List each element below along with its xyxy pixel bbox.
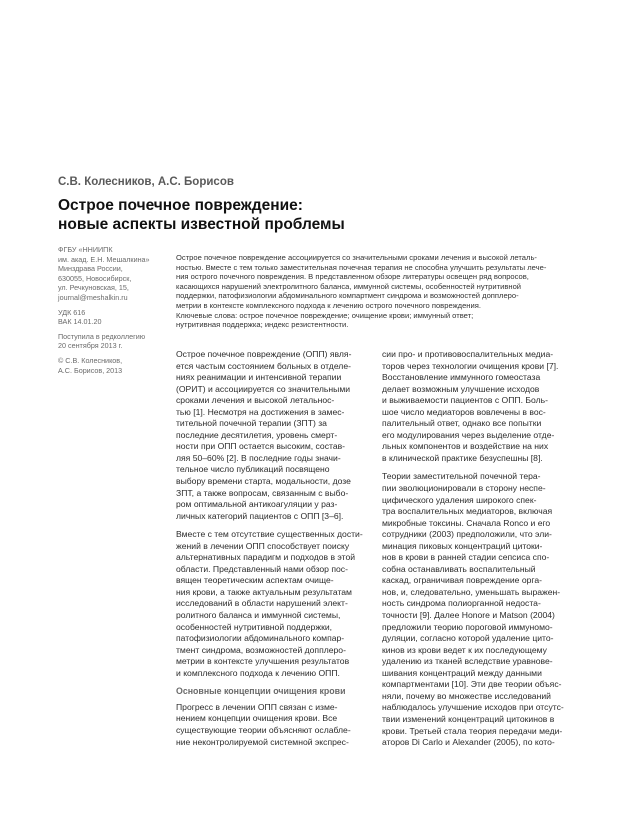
text-line: УДК 616 <box>58 307 86 317</box>
text-line: нутритивная поддержка; индекс резистентности. <box>176 320 349 330</box>
text-line: ния крови, а также актуальным результатам <box>176 586 352 597</box>
text-line: новые аспекты известной проблемы <box>58 216 345 233</box>
text-line: его модулирования через выделение отде- <box>382 429 555 440</box>
text-line: минация пиковых концентраций цитоки- <box>382 540 543 551</box>
text-line: собна останавливать воспалительный <box>382 563 536 574</box>
text-line: области. Представленный нами обзор пос- <box>176 563 348 574</box>
text-line: Острое почечное повреждение: <box>58 197 303 214</box>
text-line: метрии в контексте улучшения результатов <box>176 656 350 667</box>
text-line: особенностей нутритивной поддержки, <box>176 621 333 632</box>
text-line: нением концепции очищения крови. Все <box>176 713 338 724</box>
text-line: ности при ОПП остается высоким, состав- <box>176 441 346 452</box>
text-line: Восстановление иммунного гомеостаза <box>382 372 541 383</box>
text-line: исследований в области нарушений элект- <box>176 598 348 609</box>
text-line: крови. Третьей стала теория передачи меди- <box>382 725 563 736</box>
text-line: Острое почечное повреждение ассоциируется со значительными сроками лечения и высокой леталь- <box>176 253 537 262</box>
text-line: ется частым состоянием больных в отделе- <box>176 360 351 371</box>
text-line: поддержки, патофизиологии абдоминального компартмент синдрома и возможностей допплеро- <box>176 291 519 301</box>
text-line: сроками лечения и высокой летальнос- <box>176 395 335 406</box>
affiliation <box>58 245 170 303</box>
text-line: Ключевые слова: острое почечное повреждение; очищение крови; иммунный ответ; <box>176 310 474 320</box>
text-line: им. акад. Е.Н. Мешалкина» <box>58 254 150 264</box>
text-line: journal@meshalkin.ru <box>58 292 128 302</box>
section-heading: Основные концепции очищения крови <box>176 686 346 697</box>
text-line: ром оптимальной антикоагуляции у раз- <box>176 499 338 510</box>
text-line: точности [9]. Далее Honore и Matson (2004) <box>382 610 555 621</box>
text-line: няли, почему во множестве исследований <box>382 690 551 701</box>
abstract <box>176 253 586 330</box>
paragraph-concepts <box>176 702 376 748</box>
text-line: ул. Речкуновская, 15, <box>58 283 129 293</box>
text-line: дуляции, согласно которой удаление цито- <box>382 633 554 644</box>
text-line: торов через технологии очищения крови [7]. <box>382 360 559 371</box>
text-line: сии про- и противовоспалительных медиа- <box>382 349 554 359</box>
text-line: патофизиологии абдоминального компар- <box>176 633 345 644</box>
text-line: жений в лечении ОПП способствует поиску <box>176 540 350 551</box>
text-line: льных компонентов и воздействие на них <box>382 441 549 452</box>
text-line: сотрудники (2003) предположили, что эли- <box>382 529 552 540</box>
text-line: личных категорий пациентов с ОПП [3–6]. <box>176 510 344 521</box>
text-line: Прогресс в лечении ОПП связан с изме- <box>176 701 338 712</box>
text-line: ния острого почечного повреждения. В представленном обзоре литературы освещен ряд вопросов, <box>176 272 529 282</box>
text-line: (ОРИТ) и ассоциируется со значительными <box>176 383 351 394</box>
text-line: вящен теоретическим аспектам очище- <box>176 575 334 586</box>
text-line: палительный ответ, однако все попытки <box>382 418 542 429</box>
text-line: тмент синдрома, возможностей допплеро- <box>176 644 346 655</box>
text-line: Вместе с тем отсутствие существенных дости- <box>176 529 363 540</box>
text-line: ниях реанимации и интенсивной терапии <box>176 372 342 383</box>
text-line: ние неконтролируемой системной экспрес- <box>176 736 349 747</box>
article-meta-sidebar <box>58 245 170 380</box>
text-line: твии изменений концентраций цитокинов в <box>382 713 555 724</box>
text-line: 630055, Новосибирск, <box>58 273 132 283</box>
text-line: шивания концентраций между данными <box>382 667 542 678</box>
text-line: тельное число публикаций посвящено <box>176 464 330 475</box>
text-line: 20 сентября 2013 г. <box>58 341 123 351</box>
text-line: наблюдалось улучшение исходов при отсутс- <box>382 702 564 713</box>
text-line: предложили теорию пороговой иммуномо- <box>382 621 553 632</box>
copyright <box>58 356 170 375</box>
text-line: выбору времени старта, модальности, дозе <box>176 476 351 487</box>
text-line: и комплексного подхода к лечению ОПП. <box>176 667 340 678</box>
udk-codes <box>58 308 170 327</box>
text-line: делает возможным улучшение исходов <box>382 383 540 394</box>
text-line: альтернативных парадигм и подходов в этой <box>176 552 356 563</box>
paragraph-immune <box>382 349 582 464</box>
text-line: удалению из тканей вследствие уравнове- <box>382 656 553 667</box>
text-line: ЗПТ, а также вопросам, связанным с выбо- <box>176 487 349 498</box>
text-line: нов, и, следовательно, уменьшать выражен- <box>382 586 561 597</box>
text-line: пии эволюционировали в сторону неспе- <box>382 483 546 494</box>
text-line: Острое почечное повреждение (ОПП) явля- <box>176 349 352 359</box>
text-line: © С.В. Колесников, <box>58 355 123 365</box>
text-line: ляя 50–60% [2]. В последние годы значи- <box>176 452 341 463</box>
text-line: касающихся нарушений электролитного баланса, иммунной системы, особенностей нутритивной <box>176 281 522 291</box>
body-column-right <box>382 349 582 756</box>
paragraph-theories <box>382 471 582 748</box>
text-line: ностью. Вместе с тем только заместительная почечная терапия не способна улучшить результаты лече- <box>176 262 547 272</box>
text-line: нов в крови в ранней стадии сепсиса спо- <box>382 552 550 563</box>
text-line: Поступила в редколлегию <box>58 331 146 341</box>
text-line: в клинической практике безуспешны [8]. <box>382 452 543 463</box>
text-line: А.С. Борисов, 2013 <box>58 365 123 375</box>
text-line: цифического удаления широкого спек- <box>382 494 537 505</box>
text-line: шое число медиаторов вовлечены в вос- <box>382 406 546 417</box>
text-line: тра воспалительных медиаторов, включая <box>382 506 553 517</box>
text-line: ролитного баланса и иммунной системы, <box>176 610 341 621</box>
article-authors: С.В. Колесников, А.С. Борисов <box>58 176 234 188</box>
text-line: каскад, ограничивая повреждение орга- <box>382 575 542 586</box>
text-line: последние десятилетия, уровень смерт- <box>176 429 338 440</box>
text-line: Теории заместительной почечной тера- <box>382 471 541 482</box>
text-line: аторов Di Carlo и Alexander (2005), по кото- <box>382 737 555 748</box>
text-line: и выживаемости пациентов с ОПП. Боль- <box>382 395 548 406</box>
paragraph-intro <box>176 349 376 522</box>
text-line: ВАК 14.01.20 <box>58 317 102 327</box>
article-title <box>58 196 478 234</box>
text-line: ФГБУ «ННИИПК <box>58 245 113 254</box>
text-line: существующие теории объясняют ослабле- <box>176 724 351 735</box>
text-line: кинов из крови ведет к их последующему <box>382 644 547 655</box>
text-line: Минздрава России, <box>58 264 123 274</box>
received-date <box>58 332 170 351</box>
text-line: ность синдрома полиорганной недоста- <box>382 598 541 609</box>
paragraph-review-scope <box>176 529 376 679</box>
text-line: тью [1]. Несмотря на достижения в замес- <box>176 406 345 417</box>
text-line: компартментами [10]. Эти две теории объяс- <box>382 679 562 690</box>
text-line: микробные токсины. Сначала Ronco и его <box>382 517 551 528</box>
text-line: тительной почечной терапии (ЗПТ) за <box>176 418 327 429</box>
body-column-left <box>176 349 376 755</box>
text-line: метрии в контексте комплексного подхода к лечению острого почечного повреждения. <box>176 300 481 310</box>
